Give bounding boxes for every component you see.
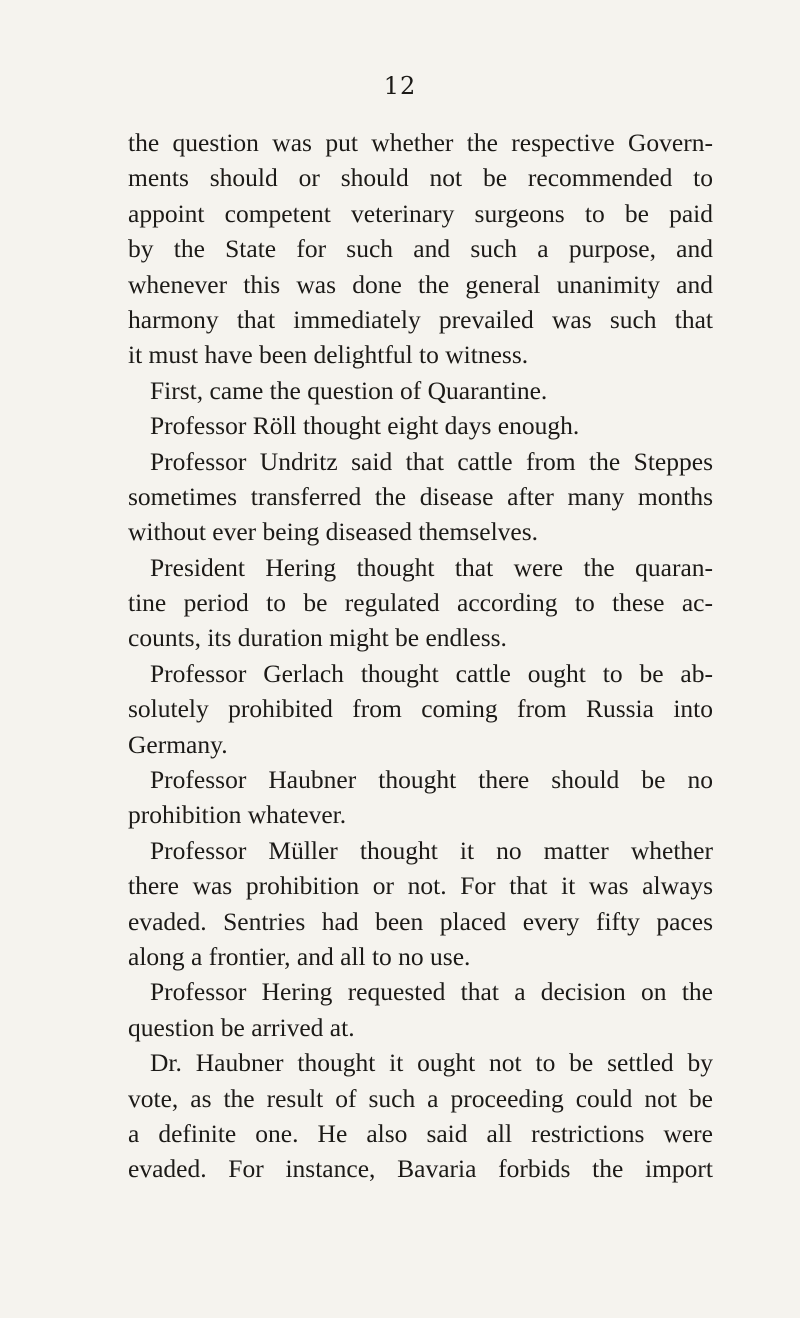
page-number: 12 <box>383 72 417 100</box>
text-line: Professor Röll thought eight days enough. <box>150 411 580 441</box>
text-line: counts, its duration might be endless. <box>128 623 507 653</box>
text-line: Professor Undritz said that cattle from the Steppes <box>150 446 713 476</box>
text-line: Professor Hering requested that a decision on the <box>150 977 713 1007</box>
text-line: it must have been delightful to witness. <box>128 340 529 370</box>
text-line: without ever being diseased themselves. <box>128 517 539 547</box>
text-line: along a frontier, and all to no use. <box>128 941 471 971</box>
text-line: sometimes transferred the disease after many months <box>128 481 713 511</box>
text-line: harmony that immediately prevailed was such that <box>128 304 713 334</box>
text-line: prohibition whatever. <box>128 800 347 830</box>
text-line: question be arrived at. <box>128 1012 355 1042</box>
text-line: tine period to be regulated according to these ac- <box>128 588 713 618</box>
text-line: solutely prohibited from coming from Russia into <box>128 694 713 724</box>
text-line: Dr. Haubner thought it ought not to be settled by <box>150 1048 713 1078</box>
text-line: Professor Haubner thought there should be no <box>150 765 713 795</box>
text-line: by the State for such and such a purpose, and <box>128 234 713 264</box>
text-line: evaded. Sentries had been placed every fifty paces <box>128 906 713 936</box>
text-line: evaded. For instance, Bavaria forbids the import <box>128 1154 713 1184</box>
body-text <box>128 125 713 1187</box>
text-line: appoint competent veterinary surgeons to be paid <box>128 198 713 228</box>
text-line: Professor Gerlach thought cattle ought to be ab- <box>150 658 713 688</box>
text-line: the question was put whether the respective Govern- <box>128 128 713 157</box>
text-line: a definite one. He also said all restrictions were <box>128 1118 713 1148</box>
text-line: there was prohibition or not. For that it was always <box>128 871 713 901</box>
text-line: Germany. <box>128 729 228 759</box>
text-line: ments should or should not be recommended to <box>128 163 713 193</box>
text-line: Professor Müller thought it no matter whether <box>150 835 713 865</box>
text-line: whenever this was done the general unanimity and <box>128 269 713 299</box>
text-line: President Hering thought that were the quaran- <box>150 552 713 582</box>
text-line: vote, as the result of such a proceeding could not be <box>128 1083 713 1113</box>
text-line: First, came the question of Quarantine. <box>150 375 548 405</box>
